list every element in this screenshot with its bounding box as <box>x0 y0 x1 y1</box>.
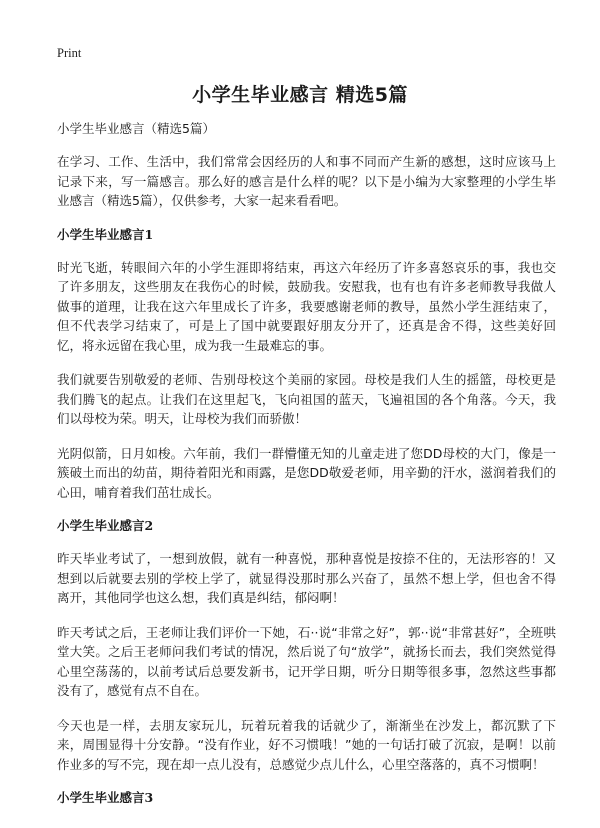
paragraph: 我们就要告别敬爱的老师、告别母校这个美丽的家园。母校是我们人生的摇篮，母校更是我们腾飞的起点。让我们在这里起飞，飞向祖国的蓝天，飞遍祖国的各个角落。今天，我们以母校为荣。明天，让母校为我们而骄傲！ <box>57 372 556 426</box>
paragraph: 今天也是一样，去朋友家玩儿，玩着玩着我的话就少了，渐渐坐在沙发上，都沉默了下来，周围显得十分安静。“没有作业，好不习惯哦！”她的一句话打破了沉寂，是啊！以前作业多的写不完，现在却一点儿没有，总感觉少点儿什么，心里空落落的，真不习惯啊！ <box>57 717 556 772</box>
section-heading: 小学生毕业感言3 <box>57 790 154 805</box>
print-link[interactable]: Print <box>57 46 82 60</box>
page-title: 小学生毕业感言 精选5篇 <box>192 84 408 106</box>
paragraph: 光阴似箭，日月如梭。六年前，我们一群懵懂无知的儿童走进了您DD母校的大门，像是一簇破土而出的幼苗，期待着阳光和雨露，是您DD敬爱老师，用辛勤的汗水，滋润着我们的心田，哺育着我们茁壮成长。 <box>57 445 556 500</box>
paragraph: 昨天毕业考试了，一想到放假，就有一种喜悦，那种喜悦是按捺不住的，无法形容的！又想到以后就要去别的学校上学了，就显得没那时那么兴奋了，虽然不想上学，但也舍不得离开，其他同学也这么想，我们真是纠结，郁闷啊！ <box>57 551 556 605</box>
section-heading: 小学生毕业感言1 <box>57 226 154 242</box>
intro-paragraph: 在学习、工作、生活中，我们常常会因经历的人和事不同而产生新的感想，这时应该马上记录下来，写一篇感言。那么好的感言是什么样的呢？以下是小编为大家整理的小学生毕业感言（精选5篇），仅供参考，大家一起来看看吧。 <box>57 154 556 208</box>
section-heading: 小学生毕业感言2 <box>57 518 154 533</box>
document-body <box>57 120 556 821</box>
paragraph: 昨天考试之后，王老师让我们评价一下她，石··说“非常之好”，郭··说“非常甚好”，全班哄堂大笑。之后王老师问我们考试的情况，然后说了句“放学”，就扬长而去，我们突然觉得心里空荡荡的，以前考试后总要发新书，记开学日期，听分日期等很多事，忽然这些事都没有了，感觉有点不自在。 <box>57 624 556 698</box>
document-subtitle: 小学生毕业感言（精选5篇） <box>57 121 215 136</box>
paragraph: 时光飞逝，转眼间六年的小学生涯即将结束，再这六年经历了许多喜怒哀乐的事，我也交了许多朋友，这些朋友在我伤心的时候，鼓励我。安慰我，也有也有许多老师教导我做人做事的道理，让我在这六年里成长了许多，我要感谢老师的教导，虽然小学生涯结束了，但不代表学习结束了，可是上了国中就要跟好朋友分开了，还真是舍不得，这些美好回忆，将永远留在我心里，成为我一生最难忘的事。 <box>57 259 556 353</box>
